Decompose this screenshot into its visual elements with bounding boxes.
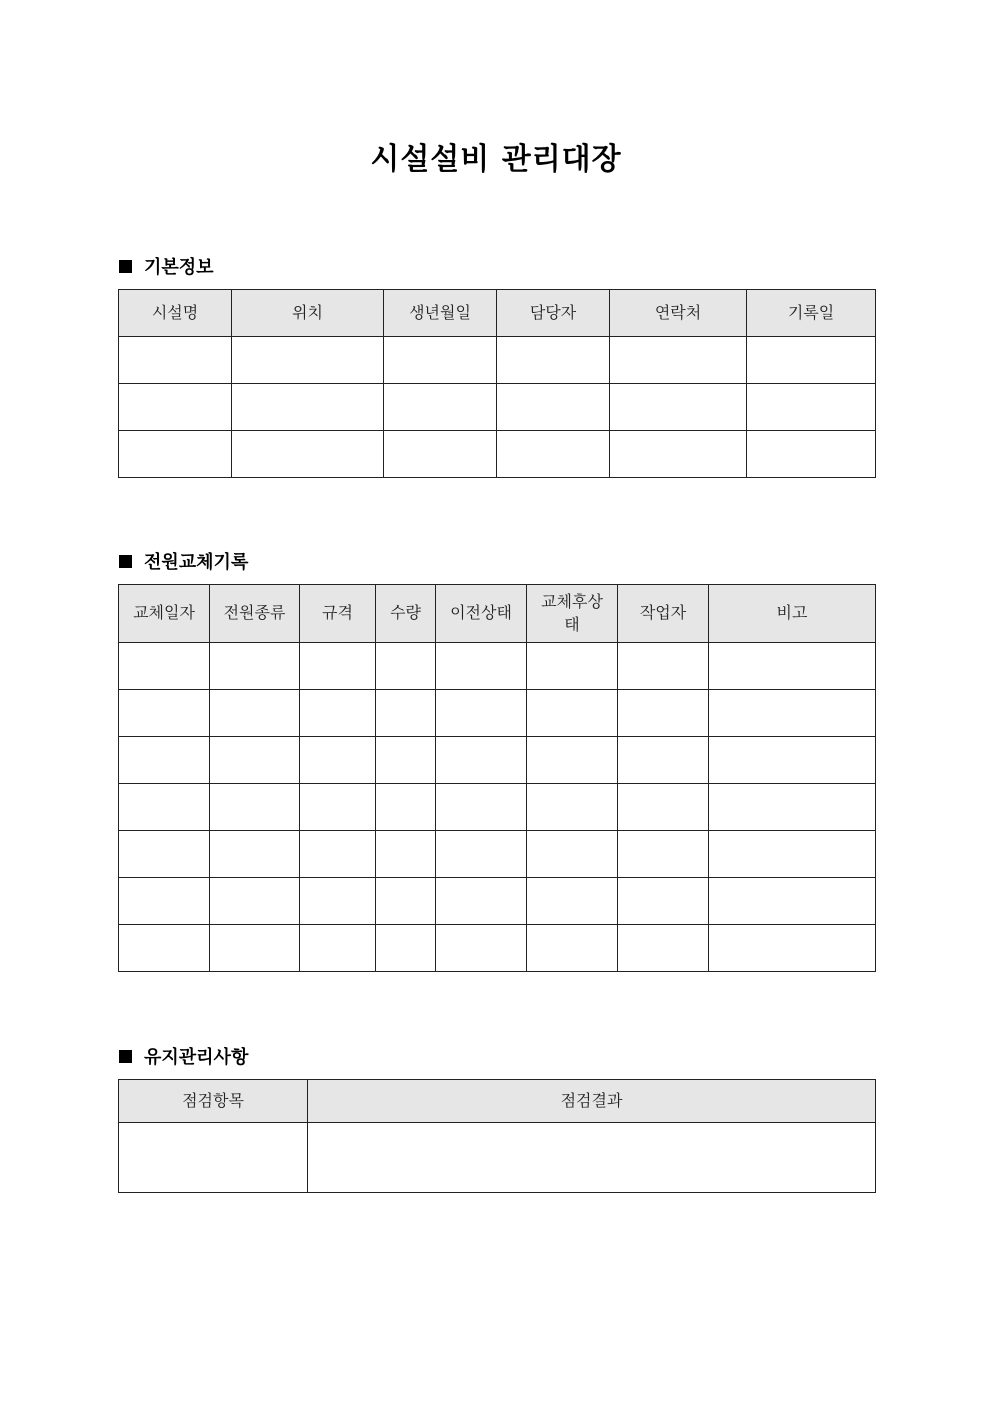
table-cell[interactable] bbox=[210, 831, 300, 878]
table-row bbox=[119, 878, 876, 925]
table-row bbox=[119, 831, 876, 878]
table-cell[interactable] bbox=[497, 384, 610, 431]
table-cell[interactable] bbox=[527, 784, 618, 831]
table-cell[interactable] bbox=[210, 737, 300, 784]
maintenance-table bbox=[118, 1079, 876, 1193]
table-row bbox=[119, 643, 876, 690]
table-cell[interactable] bbox=[119, 831, 210, 878]
table-cell[interactable] bbox=[709, 784, 876, 831]
table-cell[interactable] bbox=[210, 643, 300, 690]
table-cell[interactable] bbox=[210, 878, 300, 925]
table-cell[interactable] bbox=[119, 690, 210, 737]
square-bullet-icon bbox=[119, 1050, 132, 1063]
table-row bbox=[119, 925, 876, 972]
header-cell: 연락처 bbox=[610, 290, 747, 337]
table-header-row bbox=[119, 585, 876, 643]
table-cell[interactable] bbox=[232, 431, 384, 478]
section-heading-maintenance bbox=[119, 1043, 248, 1069]
table-row bbox=[119, 737, 876, 784]
table-row bbox=[119, 690, 876, 737]
table-cell[interactable] bbox=[376, 737, 436, 784]
table-cell[interactable] bbox=[709, 878, 876, 925]
page-title: 시설설비 관리대장 bbox=[370, 142, 622, 177]
header-cell: 담당자 bbox=[497, 290, 610, 337]
table-cell[interactable] bbox=[376, 784, 436, 831]
header-cell: 비고 bbox=[709, 585, 876, 643]
table-cell[interactable] bbox=[119, 384, 232, 431]
section-heading-power bbox=[119, 548, 248, 574]
header-cell: 점검결과 bbox=[308, 1080, 876, 1123]
table-cell[interactable] bbox=[618, 878, 709, 925]
table-cell[interactable] bbox=[709, 690, 876, 737]
header-cell: 교체후상태 bbox=[527, 585, 618, 643]
table-cell[interactable] bbox=[376, 831, 436, 878]
table-cell[interactable] bbox=[300, 737, 376, 784]
table-cell[interactable] bbox=[300, 643, 376, 690]
basic-info-table bbox=[118, 289, 876, 478]
table-cell[interactable] bbox=[618, 737, 709, 784]
table-cell[interactable] bbox=[747, 384, 876, 431]
table-cell[interactable] bbox=[527, 643, 618, 690]
table-cell[interactable] bbox=[610, 337, 747, 384]
table-cell[interactable] bbox=[376, 643, 436, 690]
table-row bbox=[119, 337, 876, 384]
table-cell[interactable] bbox=[308, 1123, 876, 1193]
header-cell: 생년월일 bbox=[384, 290, 497, 337]
table-cell[interactable] bbox=[709, 737, 876, 784]
table-cell[interactable] bbox=[119, 737, 210, 784]
table-cell[interactable] bbox=[232, 384, 384, 431]
table-cell[interactable] bbox=[527, 737, 618, 784]
table-cell[interactable] bbox=[436, 831, 527, 878]
table-cell[interactable] bbox=[300, 878, 376, 925]
table-header-row bbox=[119, 1080, 876, 1123]
table-cell[interactable] bbox=[436, 643, 527, 690]
header-cell: 위치 bbox=[232, 290, 384, 337]
table-cell[interactable] bbox=[436, 690, 527, 737]
power-replacement-table bbox=[118, 584, 876, 972]
table-cell[interactable] bbox=[300, 690, 376, 737]
table-cell[interactable] bbox=[210, 690, 300, 737]
table-cell[interactable] bbox=[376, 925, 436, 972]
table-cell[interactable] bbox=[610, 431, 747, 478]
header-cell: 작업자 bbox=[618, 585, 709, 643]
table-cell[interactable] bbox=[119, 1123, 308, 1193]
section-heading-label: 유지관리사항 bbox=[144, 1047, 249, 1068]
header-cell: 이전상태 bbox=[436, 585, 527, 643]
table-cell[interactable] bbox=[527, 831, 618, 878]
table-cell[interactable] bbox=[747, 337, 876, 384]
table-cell[interactable] bbox=[709, 831, 876, 878]
header-cell: 교체일자 bbox=[119, 585, 210, 643]
header-cell: 규격 bbox=[300, 585, 376, 643]
table-row bbox=[119, 784, 876, 831]
table-cell[interactable] bbox=[376, 690, 436, 737]
table-cell[interactable] bbox=[497, 337, 610, 384]
section-heading-label: 기본정보 bbox=[144, 257, 214, 278]
table-cell[interactable] bbox=[618, 690, 709, 737]
table-cell[interactable] bbox=[119, 784, 210, 831]
table-cell[interactable] bbox=[436, 784, 527, 831]
header-cell: 시설명 bbox=[119, 290, 232, 337]
table-cell[interactable] bbox=[119, 431, 232, 478]
table-cell[interactable] bbox=[709, 925, 876, 972]
table-cell[interactable] bbox=[376, 878, 436, 925]
table-cell[interactable] bbox=[436, 737, 527, 784]
table-cell[interactable] bbox=[119, 643, 210, 690]
table-cell[interactable] bbox=[119, 878, 210, 925]
table-row bbox=[119, 1123, 876, 1193]
header-cell: 수량 bbox=[376, 585, 436, 643]
table-cell[interactable] bbox=[384, 384, 497, 431]
table-cell[interactable] bbox=[232, 337, 384, 384]
table-cell[interactable] bbox=[618, 784, 709, 831]
table-cell[interactable] bbox=[618, 925, 709, 972]
table-cell[interactable] bbox=[436, 925, 527, 972]
header-cell: 점검항목 bbox=[119, 1080, 308, 1123]
table-cell[interactable] bbox=[436, 878, 527, 925]
table-cell[interactable] bbox=[300, 784, 376, 831]
table-cell[interactable] bbox=[384, 431, 497, 478]
table-row bbox=[119, 384, 876, 431]
table-cell[interactable] bbox=[384, 337, 497, 384]
table-cell[interactable] bbox=[709, 643, 876, 690]
square-bullet-icon bbox=[119, 555, 132, 568]
table-header-row bbox=[119, 290, 876, 337]
table-cell[interactable] bbox=[527, 878, 618, 925]
header-cell: 기록일 bbox=[747, 290, 876, 337]
table-row bbox=[119, 431, 876, 478]
table-cell[interactable] bbox=[210, 784, 300, 831]
section-heading-label: 전원교체기록 bbox=[144, 552, 249, 573]
table-cell[interactable] bbox=[119, 925, 210, 972]
table-cell[interactable] bbox=[210, 925, 300, 972]
table-cell[interactable] bbox=[610, 384, 747, 431]
square-bullet-icon bbox=[119, 260, 132, 273]
table-cell[interactable] bbox=[747, 431, 876, 478]
table-cell[interactable] bbox=[497, 431, 610, 478]
table-cell[interactable] bbox=[527, 925, 618, 972]
section-heading-basic bbox=[119, 253, 214, 279]
header-cell: 전원종류 bbox=[210, 585, 300, 643]
table-cell[interactable] bbox=[300, 925, 376, 972]
table-cell[interactable] bbox=[119, 337, 232, 384]
table-cell[interactable] bbox=[300, 831, 376, 878]
table-cell[interactable] bbox=[618, 831, 709, 878]
table-cell[interactable] bbox=[527, 690, 618, 737]
table-cell[interactable] bbox=[618, 643, 709, 690]
